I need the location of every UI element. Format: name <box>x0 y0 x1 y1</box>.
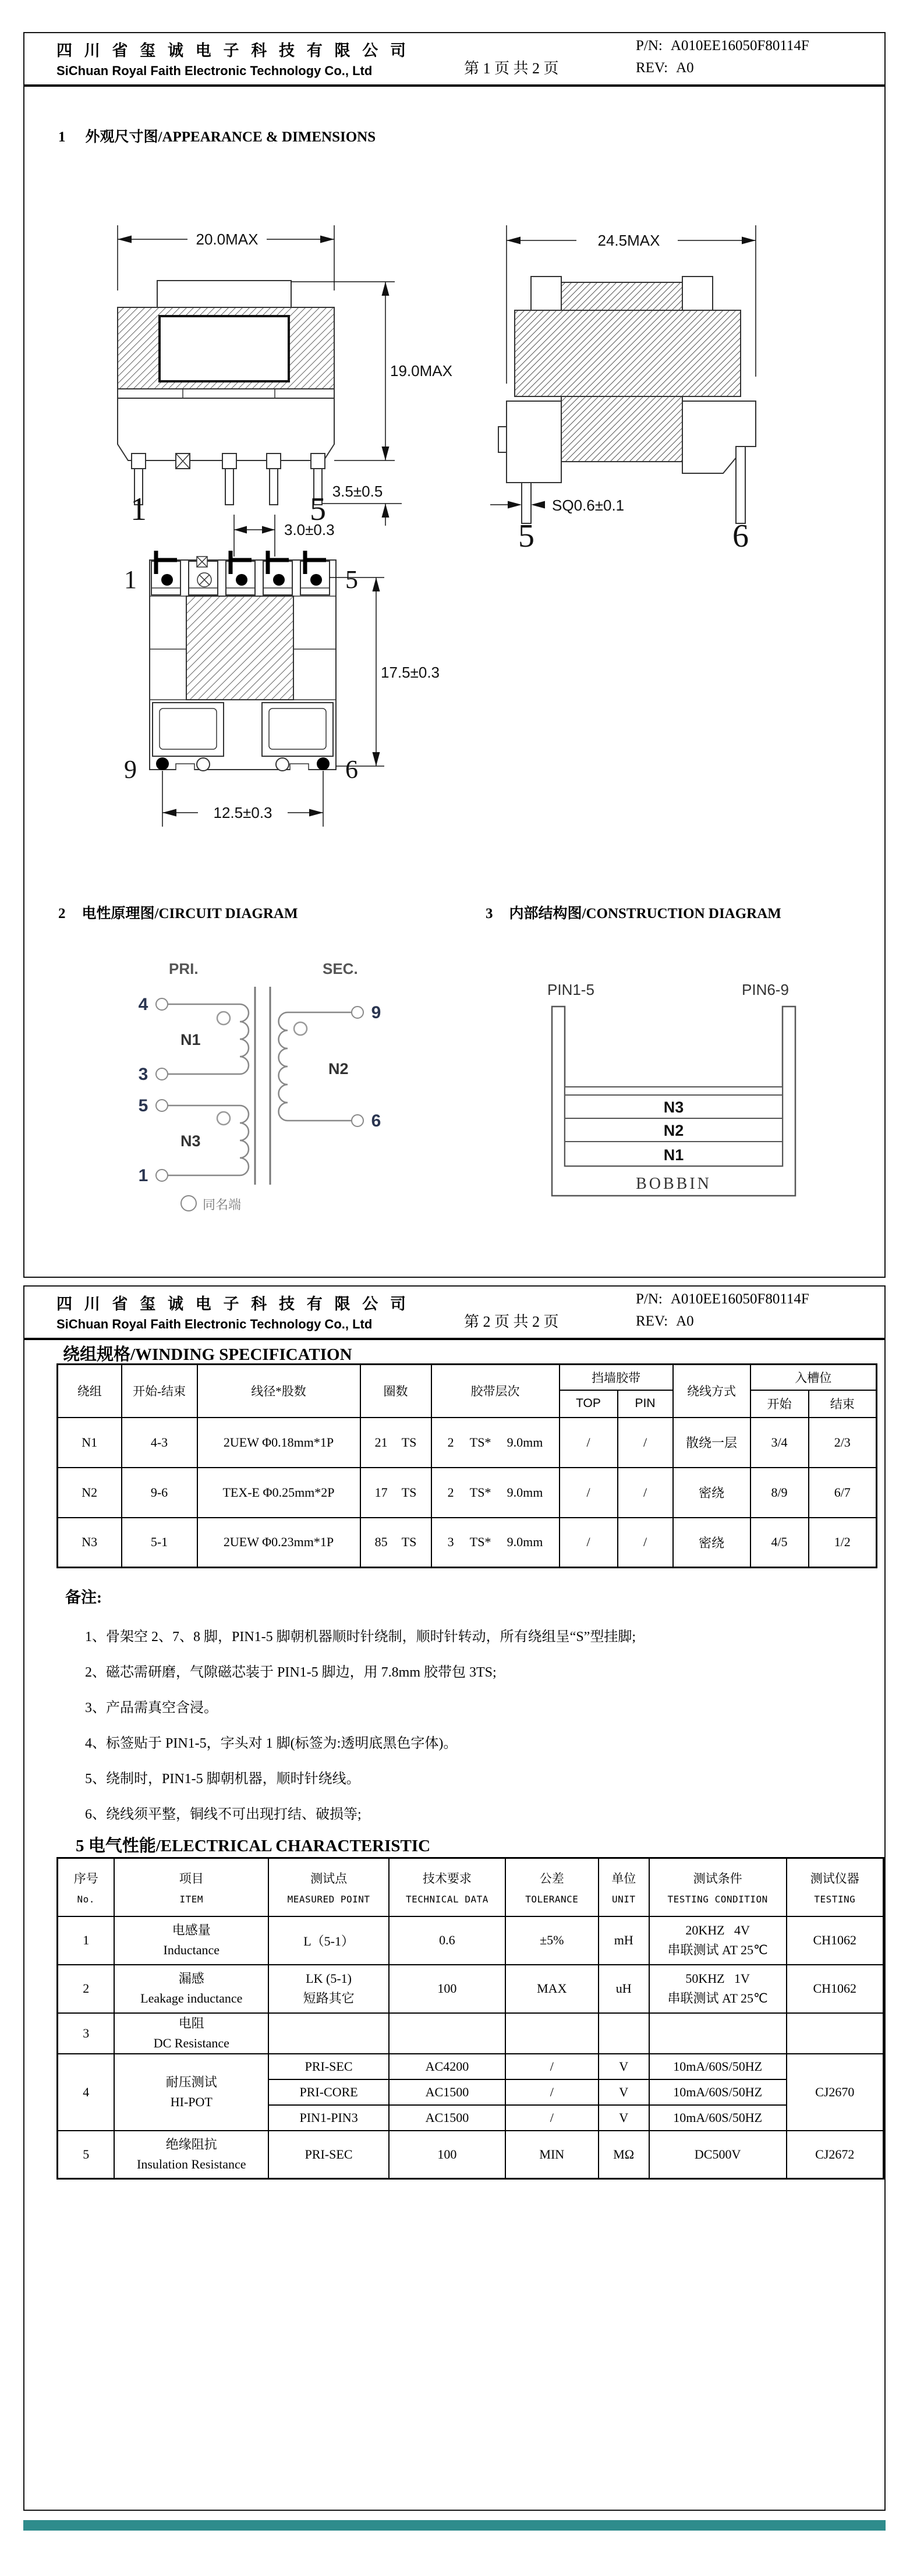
winding-row-n3 <box>58 1518 877 1568</box>
et-data: AC4200 <box>389 2054 505 2079</box>
front-pin5-number: 5 <box>310 491 326 527</box>
et-condition: 20KHZ 4V 串联测试 AT 25℃ <box>649 1916 787 1965</box>
wt-cell-slot-start: 4/5 <box>750 1518 809 1568</box>
side-view-drawing <box>473 202 834 554</box>
electrical-row-1 <box>58 1916 884 1965</box>
wt-header-slot: 入槽位 <box>750 1365 877 1390</box>
et-header-condition: 测试条件 TESTING CONDITION <box>649 1858 787 1916</box>
et-point: LK (5-1) 短路其它 <box>268 1965 389 2013</box>
et-condition: 10mA/60S/50HZ <box>649 2079 787 2105</box>
et-data: 0.6 <box>389 1916 505 1965</box>
page-number: 第 1 页 共 2 页 <box>464 60 559 77</box>
wt-header-top: TOP <box>560 1390 618 1418</box>
et-tester: CH1062 <box>787 1916 884 1965</box>
bottom-body <box>150 551 336 771</box>
et-no: 5 <box>58 2131 115 2179</box>
note-2: 2、磁芯需研磨，气隙磁芯装于 PIN1-5 脚边，用 7.8mm 胶带包 3TS; <box>85 1665 497 1680</box>
wt-cell-start-end: 4-3 <box>122 1418 197 1468</box>
notes-block <box>65 1585 880 1823</box>
et-unit: V <box>599 2054 649 2079</box>
section-1-number: 1 <box>58 129 66 145</box>
wt-cell-method: 密绕 <box>673 1468 750 1518</box>
wt-header-slot-end: 结束 <box>809 1390 877 1418</box>
part-number <box>636 38 809 54</box>
et-header-tester: 测试仪器 TESTING <box>787 1858 884 1916</box>
et-data: AC1500 <box>389 2105 505 2131</box>
note-6: 6、绕线须平整，铜线不可出现打结、破损等; <box>85 1807 362 1822</box>
side-pin5-number: 5 <box>518 518 534 554</box>
page2-header <box>24 1287 884 1340</box>
et-tolerance: ±5% <box>505 1916 599 1965</box>
note-3: 3、产品需真空含浸。 <box>85 1700 218 1716</box>
et-point: PIN1-PIN3 <box>268 2105 389 2131</box>
et-data <box>389 2013 505 2054</box>
wt-header-winding: 绕组 <box>58 1365 122 1418</box>
section-3-title <box>486 902 781 923</box>
front-pin-3 <box>225 469 233 505</box>
revision <box>636 1313 694 1330</box>
winding-n1 <box>139 995 249 1084</box>
bottom-corner-1: 1 <box>124 565 137 594</box>
wt-cell-top: / <box>560 1468 618 1518</box>
et-condition: 10mA/60S/50HZ <box>649 2054 787 2079</box>
part-number <box>636 1291 809 1308</box>
company-name-cn: 四 川 省 玺 诚 电 子 科 技 有 限 公 司 <box>56 1295 410 1313</box>
wt-header-tape: 胶带层次 <box>431 1365 560 1418</box>
pin-5-label: 5 <box>138 1096 148 1115</box>
rev-value: A0 <box>676 60 694 76</box>
et-data: 100 <box>389 1965 505 2013</box>
bottom-corner-9: 9 <box>124 755 137 784</box>
wt-cell-pin: / <box>618 1518 673 1568</box>
polarity-dot-n3 <box>217 1112 230 1125</box>
et-no: 4 <box>58 2054 115 2131</box>
et-tolerance: MIN <box>505 2131 599 2179</box>
legend-text: 同名端 <box>203 1197 242 1212</box>
electrical-row-3 <box>58 2013 884 2054</box>
wt-cell-tape: 3 TS* 9.0mm <box>431 1518 560 1568</box>
et-data: 100 <box>389 2131 505 2179</box>
wt-cell-winding: N2 <box>58 1468 122 1518</box>
layer-n2-label: N2 <box>663 1122 684 1139</box>
et-point: PRI-SEC <box>268 2054 389 2079</box>
page-2 <box>23 1285 886 2511</box>
et-header-unit: 单位 UNIT <box>599 1858 649 1916</box>
et-tolerance: / <box>505 2079 599 2105</box>
side-pin-5 <box>522 483 531 523</box>
note-5: 5、绕制时，PIN1-5 脚朝机器，顺时针绕线。 <box>85 1771 360 1787</box>
pin-3-label: 3 <box>138 1065 148 1084</box>
bottom-pin6-dot <box>317 757 330 770</box>
wt-cell-slot-start: 3/4 <box>750 1418 809 1468</box>
wt-cell-tape: 2 TS* 9.0mm <box>431 1468 560 1518</box>
wt-cell-turns: 85 TS <box>360 1518 431 1568</box>
rev-label: REV: <box>636 1313 668 1329</box>
et-unit <box>599 2013 649 2054</box>
wt-header-wall-tape: 挡墙胶带 <box>560 1365 673 1390</box>
bottom-pin9-dot <box>156 757 169 770</box>
et-unit: V <box>599 2079 649 2105</box>
rev-label: REV: <box>636 60 668 76</box>
wt-cell-slot-end: 2/3 <box>809 1418 877 1468</box>
section-2-title <box>58 902 298 923</box>
wt-header-start-end: 开始-结束 <box>122 1365 197 1418</box>
pin1-5-label: PIN1-5 <box>547 981 594 998</box>
pin6-9-label: PIN6-9 <box>742 981 789 998</box>
winding-spec-title: 绕组规格/WINDING SPECIFICATION <box>63 1345 352 1364</box>
front-height-label: 19.0MAX <box>390 362 452 380</box>
bottom-depth-dimension <box>330 577 440 766</box>
wt-cell-slot-start: 8/9 <box>750 1468 809 1518</box>
et-unit: uH <box>599 1965 649 2013</box>
winding-row-n1 <box>58 1418 877 1468</box>
bottom-span-label: 12.5±0.3 <box>213 804 272 821</box>
wt-header-turns: 圈数 <box>360 1365 431 1418</box>
bottom-depth-label: 17.5±0.3 <box>381 664 440 681</box>
et-tolerance <box>505 2013 599 2054</box>
wt-cell-method: 密绕 <box>673 1518 750 1568</box>
et-item: 绝缘阻抗 Insulation Resistance <box>114 2131 268 2179</box>
et-unit: mH <box>599 1916 649 1965</box>
note-1: 1、骨架空 2、7、8 脚，PIN1-5 脚朝机器顺时针绕制，顺时针转动，所有绕组呈“S”型挂脚; <box>85 1629 636 1645</box>
et-condition <box>649 2013 787 2054</box>
section-3-text: 内部结构图/CONSTRUCTION DIAGRAM <box>509 906 781 922</box>
polarity-legend <box>181 1196 241 1212</box>
pin-6-label: 6 <box>371 1111 381 1131</box>
et-point: PRI-CORE <box>268 2079 389 2105</box>
wt-header-pin: PIN <box>618 1390 673 1418</box>
side-pin-size-dimension <box>490 497 624 514</box>
layer-n3-label: N3 <box>663 1099 684 1116</box>
front-pin-4 <box>270 469 278 505</box>
section-3-number: 3 <box>486 906 493 922</box>
et-point: L（5-1） <box>268 1916 389 1965</box>
electrical-row-5 <box>58 2131 884 2179</box>
pn-value: A010EE16050F80114F <box>670 38 809 54</box>
winding-n3 <box>139 1096 249 1185</box>
wt-cell-start-end: 9-6 <box>122 1468 197 1518</box>
side-pin6-number: 6 <box>732 518 749 554</box>
wt-header-method: 绕线方式 <box>673 1365 750 1418</box>
bottom-view-drawing <box>88 508 440 845</box>
et-tester: CH1062 <box>787 1965 884 2013</box>
front-pin-length-label: 3.5±0.5 <box>332 483 383 500</box>
et-condition: 10mA/60S/50HZ <box>649 2105 787 2131</box>
pin-4-label: 4 <box>138 995 148 1014</box>
page-1 <box>23 32 886 1278</box>
et-unit: MΩ <box>599 2131 649 2179</box>
front-width-label: 20.0MAX <box>196 231 259 248</box>
front-pin1-number: 1 <box>130 491 147 527</box>
n3-label: N3 <box>180 1132 201 1150</box>
wt-header-wire: 线径*股数 <box>197 1365 360 1418</box>
winding-n2 <box>278 1003 381 1131</box>
polarity-dot-n2 <box>294 1022 307 1035</box>
wt-cell-top: / <box>560 1418 618 1468</box>
company-name-en: SiChuan Royal Faith Electronic Technology Co., Ltd <box>56 1317 373 1331</box>
wt-cell-slot-end: 6/7 <box>809 1468 877 1518</box>
front-body <box>118 281 334 505</box>
electrical-table <box>56 1857 884 2180</box>
et-point: PRI-SEC <box>268 2131 389 2179</box>
side-body <box>498 277 756 523</box>
front-view-drawing <box>83 202 452 528</box>
bottom-pitch-dimension <box>234 515 335 557</box>
electrical-section-number: 5 <box>76 1837 84 1855</box>
et-item: 漏感 Leakage inductance <box>114 1965 268 2013</box>
et-tester: CJ2672 <box>787 2131 884 2179</box>
company-name-cn: 四 川 省 玺 诚 电 子 科 技 有 限 公 司 <box>56 42 410 59</box>
et-header-point: 测试点 MEASURED POINT <box>268 1858 389 1916</box>
wt-cell-wire: 2UEW Φ0.23mm*1P <box>197 1518 360 1568</box>
et-no: 1 <box>58 1916 115 1965</box>
et-point <box>268 2013 389 2054</box>
primary-label: PRI. <box>169 960 199 977</box>
side-pin-6 <box>736 447 745 523</box>
legend-dot-icon <box>181 1196 196 1211</box>
side-width-label: 24.5MAX <box>597 232 660 249</box>
et-header-no: 序号 No. <box>58 1858 115 1916</box>
rev-value: A0 <box>676 1313 694 1329</box>
bottom-corner-6: 6 <box>345 755 358 784</box>
note-4: 4、标签贴于 PIN1-5，字头对 1 脚(标签为:透明底黑色字体)。 <box>85 1736 458 1751</box>
et-header-item: 项目 ITEM <box>114 1858 268 1916</box>
wt-header-slot-start: 开始 <box>750 1390 809 1418</box>
n1-label: N1 <box>180 1031 201 1048</box>
wt-cell-winding: N1 <box>58 1418 122 1468</box>
section-1-text: 外观尺寸图/APPEARANCE & DIMENSIONS <box>85 129 376 145</box>
wt-cell-turns: 21 TS <box>360 1418 431 1468</box>
side-pin-size-label: SQ0.6±0.1 <box>552 497 625 514</box>
pn-label: P/N: <box>636 38 663 54</box>
electrical-header-row <box>58 1858 884 1916</box>
et-condition: DC500V <box>649 2131 787 2179</box>
electrical-section-text: 电气性能/ELECTRICAL CHARACTERISTIC <box>88 1837 431 1855</box>
et-no: 2 <box>58 1965 115 2013</box>
wt-cell-wire: 2UEW Φ0.18mm*1P <box>197 1418 360 1468</box>
et-item: 电感量 Inductance <box>114 1916 268 1965</box>
circuit-diagram <box>94 953 420 1238</box>
secondary-label: SEC. <box>323 960 358 977</box>
page-number: 第 2 页 共 2 页 <box>464 1313 559 1330</box>
wt-cell-pin: / <box>618 1468 673 1518</box>
winding-row-n2 <box>58 1468 877 1518</box>
section-1-title <box>58 125 376 146</box>
et-unit: V <box>599 2105 649 2131</box>
et-header-data: 技术要求 TECHNICAL DATA <box>389 1858 505 1916</box>
wt-cell-top: / <box>560 1518 618 1568</box>
pin-1-label: 1 <box>138 1166 148 1185</box>
notes-title: 备注: <box>65 1589 102 1606</box>
et-tolerance: MAX <box>505 1965 599 2013</box>
et-item: 电阻 DC Resistance <box>114 2013 268 2054</box>
et-tester <box>787 2013 884 2054</box>
construction-diagram <box>502 953 828 1227</box>
et-header-tolerance: 公差 TOLERANCE <box>505 1858 599 1916</box>
revision <box>636 60 694 76</box>
wt-cell-winding: N3 <box>58 1518 122 1568</box>
company-name-en: SiChuan Royal Faith Electronic Technology Co., Ltd <box>56 63 373 78</box>
electrical-section-title <box>76 1833 430 1856</box>
electrical-row-4a <box>58 2054 884 2079</box>
bottom-span-dimension <box>162 771 323 827</box>
wt-cell-method: 散绕一层 <box>673 1418 750 1468</box>
page1-header <box>24 33 884 87</box>
pn-value: A010EE16050F80114F <box>670 1291 809 1307</box>
et-data: AC1500 <box>389 2079 505 2105</box>
wt-cell-start-end: 5-1 <box>122 1518 197 1568</box>
pin-9-label: 9 <box>371 1003 381 1022</box>
wt-cell-wire: TEX-E Φ0.25mm*2P <box>197 1468 360 1518</box>
wt-cell-tape: 2 TS* 9.0mm <box>431 1418 560 1468</box>
polarity-dot-n1 <box>217 1012 230 1025</box>
et-item: 耐压测试 HI-POT <box>114 2054 268 2131</box>
electrical-row-2 <box>58 1965 884 2013</box>
wt-cell-pin: / <box>618 1418 673 1468</box>
wt-cell-slot-end: 1/2 <box>809 1518 877 1568</box>
et-condition: 50KHZ 1V 串联测试 AT 25℃ <box>649 1965 787 2013</box>
layer-n1-label: N1 <box>663 1146 684 1164</box>
bobbin-label: BOBBIN <box>636 1175 711 1193</box>
et-tester: CJ2670 <box>787 2054 884 2131</box>
section-2-text: 电性原理图/CIRCUIT DIAGRAM <box>82 906 298 922</box>
bottom-corner-5: 5 <box>345 565 358 594</box>
footer-accent-bar <box>23 2520 886 2531</box>
et-tolerance: / <box>505 2105 599 2131</box>
bottom-pitch-label: 3.0±0.3 <box>284 521 335 538</box>
et-no: 3 <box>58 2013 115 2054</box>
wt-cell-turns: 17 TS <box>360 1468 431 1518</box>
pn-label: P/N: <box>636 1291 663 1307</box>
section-2-number: 2 <box>58 906 66 922</box>
n2-label: N2 <box>328 1060 349 1078</box>
et-tolerance: / <box>505 2054 599 2079</box>
winding-table <box>56 1363 877 1568</box>
